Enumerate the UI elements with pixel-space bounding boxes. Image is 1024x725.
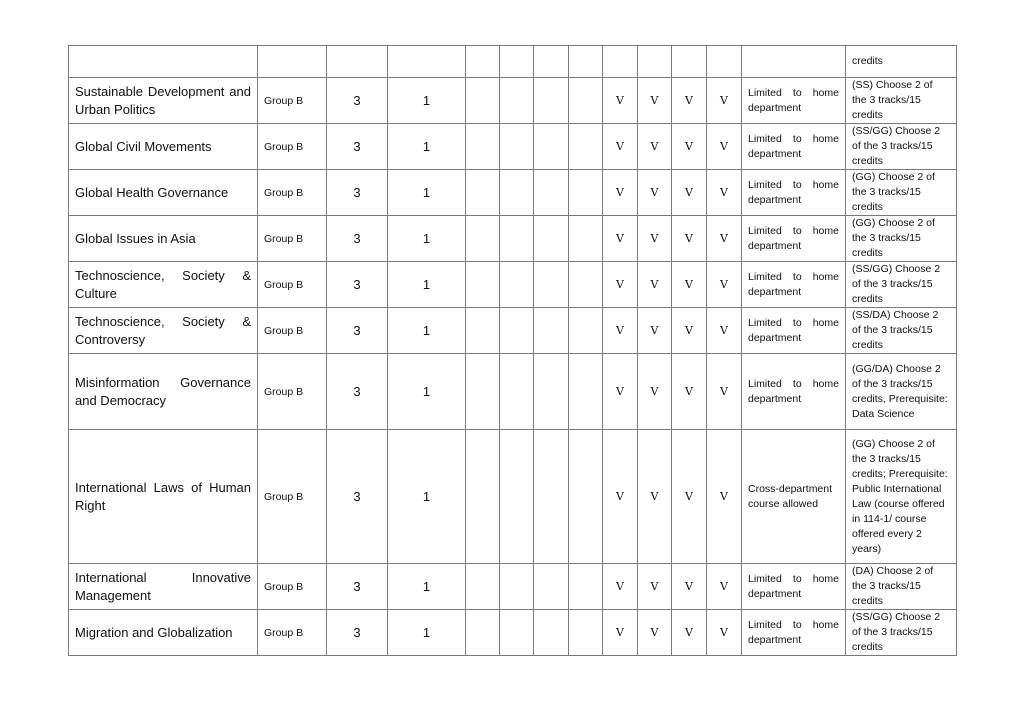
blank-cell: [500, 46, 534, 78]
semesters-cell: [388, 46, 466, 78]
course-credits: 3: [327, 216, 388, 262]
course-group: Group B: [258, 170, 327, 216]
course-eligibility: Limited to home department: [742, 78, 846, 124]
note-cell: credits: [846, 46, 957, 78]
course-row: [69, 354, 957, 430]
blank-cell: [534, 308, 569, 354]
blank-cell: [569, 170, 603, 216]
check-mark: V: [638, 308, 672, 354]
course-name-cell: [69, 46, 258, 78]
blank-cell: [466, 78, 500, 124]
course-group: Group B: [258, 610, 327, 656]
blank-cell: [466, 170, 500, 216]
check-mark: V: [707, 216, 742, 262]
course-eligibility: Limited to home department: [742, 308, 846, 354]
blank-cell: [569, 78, 603, 124]
course-name: Misinformation Governance and Democracy: [69, 354, 258, 430]
check-mark: V: [638, 610, 672, 656]
blank-cell: [500, 430, 534, 564]
course-credits: 3: [327, 564, 388, 610]
course-note: (SS/GG) Choose 2 of the 3 tracks/15 credits: [846, 124, 957, 170]
course-group: Group B: [258, 78, 327, 124]
course-row: [69, 262, 957, 308]
course-name: Sustainable Development and Urban Politics: [69, 78, 258, 124]
check-mark: V: [672, 170, 707, 216]
check-mark: V: [603, 170, 638, 216]
eligibility-cell: [742, 46, 846, 78]
course-name: Technoscience, Society & Controversy: [69, 308, 258, 354]
blank-cell: [534, 46, 569, 78]
check-mark: V: [707, 262, 742, 308]
blank-cell: [466, 610, 500, 656]
check-mark: V: [672, 124, 707, 170]
blank-cell: [569, 354, 603, 430]
course-eligibility: Limited to home department: [742, 170, 846, 216]
continued-row: [69, 46, 957, 78]
course-eligibility: Limited to home department: [742, 262, 846, 308]
course-name: Global Civil Movements: [69, 124, 258, 170]
blank-cell: [569, 610, 603, 656]
blank-cell: [466, 262, 500, 308]
course-note: (GG) Choose 2 of the 3 tracks/15 credits: [846, 216, 957, 262]
blank-cell: [534, 262, 569, 308]
blank-cell: [466, 216, 500, 262]
blank-cell: [500, 216, 534, 262]
blank-cell: [569, 564, 603, 610]
check-cell: [672, 46, 707, 78]
course-note: (DA) Choose 2 of the 3 tracks/15 credits: [846, 564, 957, 610]
blank-cell: [534, 216, 569, 262]
check-mark: V: [672, 308, 707, 354]
course-group: Group B: [258, 430, 327, 564]
course-semesters: 1: [388, 124, 466, 170]
course-name: International Laws of Human Right: [69, 430, 258, 564]
check-mark: V: [638, 262, 672, 308]
check-mark: V: [603, 610, 638, 656]
course-semesters: 1: [388, 262, 466, 308]
course-semesters: 1: [388, 216, 466, 262]
check-cell: [638, 46, 672, 78]
course-credits: 3: [327, 308, 388, 354]
course-group: Group B: [258, 354, 327, 430]
course-name: Global Health Governance: [69, 170, 258, 216]
course-note: (GG) Choose 2 of the 3 tracks/15 credits; Prerequisite: Public International Law (course offered in 114-1/ course offered every 2 years): [846, 430, 957, 564]
check-mark: V: [672, 430, 707, 564]
course-name: International Innovative Management: [69, 564, 258, 610]
course-credits: 3: [327, 78, 388, 124]
course-note: (GG/DA) Choose 2 of the 3 tracks/15 credits, Prerequisite: Data Science: [846, 354, 957, 430]
course-name: Global Issues in Asia: [69, 216, 258, 262]
course-note: (SS/GG) Choose 2 of the 3 tracks/15 credits: [846, 610, 957, 656]
blank-cell: [500, 564, 534, 610]
course-note: (SS) Choose 2 of the 3 tracks/15 credits: [846, 78, 957, 124]
blank-cell: [466, 564, 500, 610]
course-row: [69, 170, 957, 216]
check-mark: V: [672, 78, 707, 124]
check-mark: V: [707, 610, 742, 656]
blank-cell: [466, 46, 500, 78]
check-mark: V: [672, 216, 707, 262]
blank-cell: [534, 564, 569, 610]
blank-cell: [534, 170, 569, 216]
course-row: [69, 78, 957, 124]
blank-cell: [500, 78, 534, 124]
check-mark: V: [603, 262, 638, 308]
course-semesters: 1: [388, 430, 466, 564]
check-mark: V: [603, 216, 638, 262]
blank-cell: [569, 430, 603, 564]
check-mark: V: [638, 216, 672, 262]
blank-cell: [534, 78, 569, 124]
course-semesters: 1: [388, 308, 466, 354]
group-cell: [258, 46, 327, 78]
course-row: [69, 564, 957, 610]
check-mark: V: [638, 124, 672, 170]
course-credits: 3: [327, 124, 388, 170]
course-credits: 3: [327, 354, 388, 430]
course-semesters: 1: [388, 610, 466, 656]
course-note: (SS/DA) Choose 2 of the 3 tracks/15 credits: [846, 308, 957, 354]
check-mark: V: [603, 78, 638, 124]
course-eligibility: Limited to home department: [742, 354, 846, 430]
check-mark: V: [603, 354, 638, 430]
course-note: (SS/GG) Choose 2 of the 3 tracks/15 credits: [846, 262, 957, 308]
blank-cell: [569, 46, 603, 78]
course-row: [69, 124, 957, 170]
blank-cell: [500, 308, 534, 354]
credits-cell: [327, 46, 388, 78]
check-mark: V: [672, 354, 707, 430]
course-group: Group B: [258, 308, 327, 354]
blank-cell: [569, 262, 603, 308]
course-eligibility: Limited to home department: [742, 216, 846, 262]
course-name: Technoscience, Society & Culture: [69, 262, 258, 308]
check-mark: V: [672, 610, 707, 656]
check-mark: V: [638, 78, 672, 124]
blank-cell: [500, 262, 534, 308]
course-name: Migration and Globalization: [69, 610, 258, 656]
check-mark: V: [603, 430, 638, 564]
check-mark: V: [603, 308, 638, 354]
check-mark: V: [707, 78, 742, 124]
course-row: [69, 308, 957, 354]
blank-cell: [466, 430, 500, 564]
course-semesters: 1: [388, 354, 466, 430]
blank-cell: [500, 124, 534, 170]
check-mark: V: [707, 170, 742, 216]
course-group: Group B: [258, 124, 327, 170]
blank-cell: [500, 610, 534, 656]
course-credits: 3: [327, 262, 388, 308]
course-semesters: 1: [388, 170, 466, 216]
course-semesters: 1: [388, 564, 466, 610]
blank-cell: [534, 610, 569, 656]
course-eligibility: Cross-department course allowed: [742, 430, 846, 564]
blank-cell: [569, 308, 603, 354]
check-cell: [603, 46, 638, 78]
course-row: [69, 216, 957, 262]
course-eligibility: Limited to home department: [742, 610, 846, 656]
blank-cell: [534, 124, 569, 170]
blank-cell: [500, 170, 534, 216]
check-mark: V: [707, 430, 742, 564]
check-mark: V: [707, 124, 742, 170]
check-mark: V: [603, 564, 638, 610]
check-mark: V: [707, 354, 742, 430]
check-mark: V: [603, 124, 638, 170]
blank-cell: [569, 216, 603, 262]
check-mark: V: [707, 564, 742, 610]
check-mark: V: [638, 564, 672, 610]
course-group: Group B: [258, 216, 327, 262]
blank-cell: [466, 124, 500, 170]
blank-cell: [466, 354, 500, 430]
course-semesters: 1: [388, 78, 466, 124]
course-group: Group B: [258, 564, 327, 610]
blank-cell: [466, 308, 500, 354]
check-mark: V: [707, 308, 742, 354]
blank-cell: [534, 430, 569, 564]
blank-cell: [569, 124, 603, 170]
course-eligibility: Limited to home department: [742, 124, 846, 170]
check-mark: V: [638, 170, 672, 216]
course-table: [68, 45, 957, 656]
course-credits: 3: [327, 170, 388, 216]
check-cell: [707, 46, 742, 78]
course-note: (GG) Choose 2 of the 3 tracks/15 credits: [846, 170, 957, 216]
course-eligibility: Limited to home department: [742, 564, 846, 610]
course-credits: 3: [327, 430, 388, 564]
course-row: [69, 610, 957, 656]
blank-cell: [500, 354, 534, 430]
course-credits: 3: [327, 610, 388, 656]
blank-cell: [534, 354, 569, 430]
check-mark: V: [638, 354, 672, 430]
course-row: [69, 430, 957, 564]
course-group: Group B: [258, 262, 327, 308]
check-mark: V: [638, 430, 672, 564]
check-mark: V: [672, 262, 707, 308]
check-mark: V: [672, 564, 707, 610]
